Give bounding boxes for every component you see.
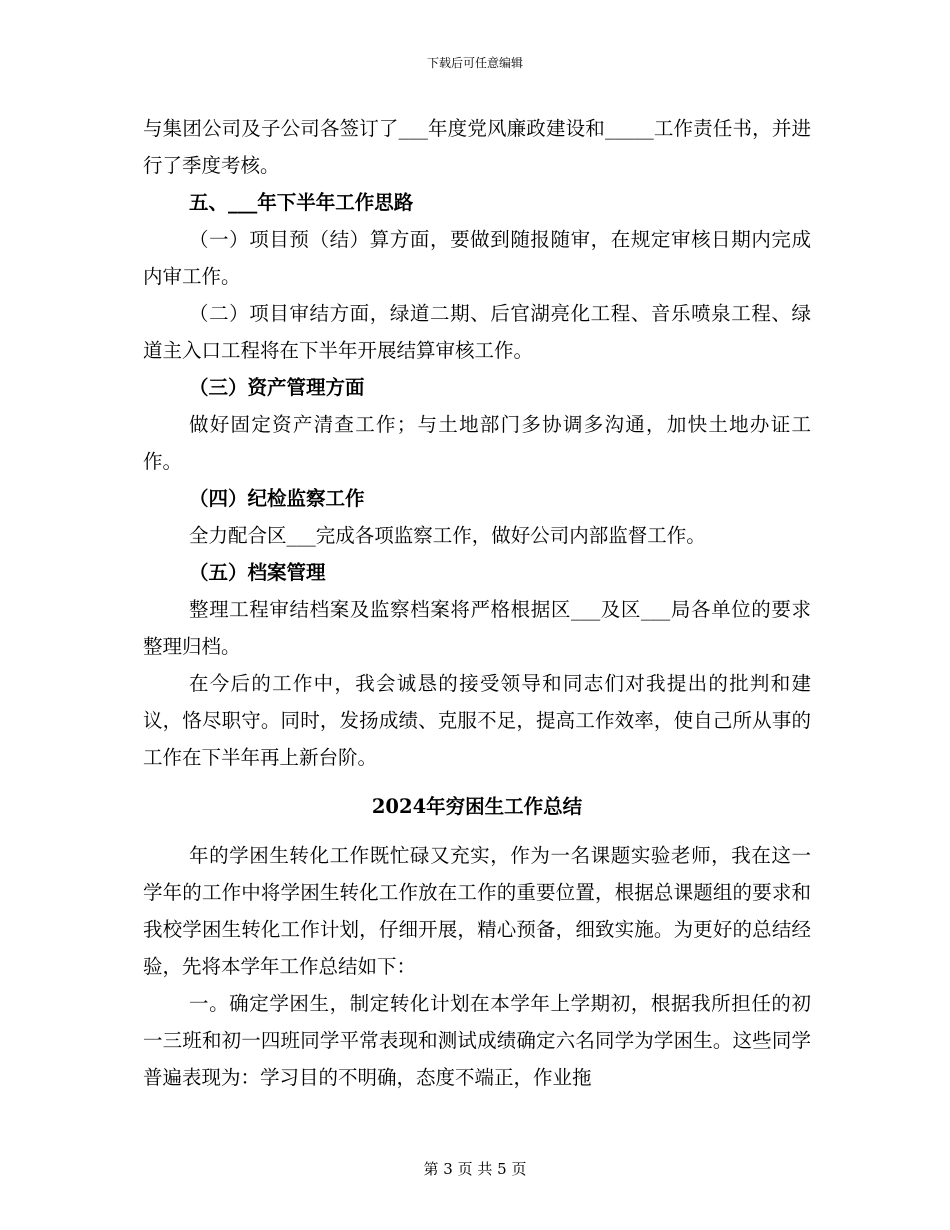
document-body [143, 110, 811, 1096]
subheading-archives: （五）档案管理 [189, 561, 326, 584]
paragraph-assets: 做好固定资产清查工作；与土地部门多协调多沟通，加快土地办证工作。 [143, 413, 811, 473]
document-title: 2024年穷困生工作总结 [371, 795, 583, 818]
paragraph-closing: 在今后的工作中，我会诚恳的接受领导和同志们对我提出的批判和建议，恪尽职守。同时，发扬成绩、克服不足，提高工作效率，使自己所从事的工作在下半年再上新台阶。 [143, 672, 811, 769]
header-note: 下载后可任意编辑 [426, 56, 523, 70]
subheading-assets: （三）资产管理方面 [189, 376, 365, 399]
paragraph-audit: （二）项目审结方面，绿道二期、后官湖亮化工程、音乐喷泉工程、绿道主入口工程将在下半年开展结算审核工作。 [143, 302, 811, 362]
paragraph-step-one: 一。确定学困生，制定转化计划在本学年上学期初，根据我所担任的初一三班和初一四班同学平常表现和测试成绩确定六名同学为学困生。这些同学普遍表现为：学习目的不明确，态度不端正，作业拖 [143, 992, 811, 1089]
paragraph-intro: 年的学困生转化工作既忙碌又充实，作为一名课题实验老师，我在这一学年的工作中将学困生转化工作放在工作的重要位置，根据总课题组的要求和我校学困生转化工作计划，仔细开展，精心预备，细致实施。为更好的总结经验，先将本学年工作总结如下： [143, 844, 811, 978]
section-heading-five: 五、___年下半年工作思路 [189, 191, 414, 214]
paragraph-supervision: 全力配合区___完成各项监察工作，做好公司内部监督工作。 [189, 524, 706, 547]
subheading-supervision: （四）纪检监察工作 [189, 487, 365, 510]
paragraph-responsibility: 与集团公司及子公司各签订了___年度党风廉政建设和_____工作责任书，并进行了季度考核。 [143, 117, 811, 177]
paragraph-budget: （一）项目预（结）算方面，要做到随报随审，在规定审核日期内完成内审工作。 [143, 228, 811, 288]
paragraph-archives: 整理工程审结档案及监察档案将严格根据区___及区___局各单位的要求整理归档。 [143, 598, 811, 658]
page-number: 第 3 页 共 5 页 [423, 1160, 527, 1178]
